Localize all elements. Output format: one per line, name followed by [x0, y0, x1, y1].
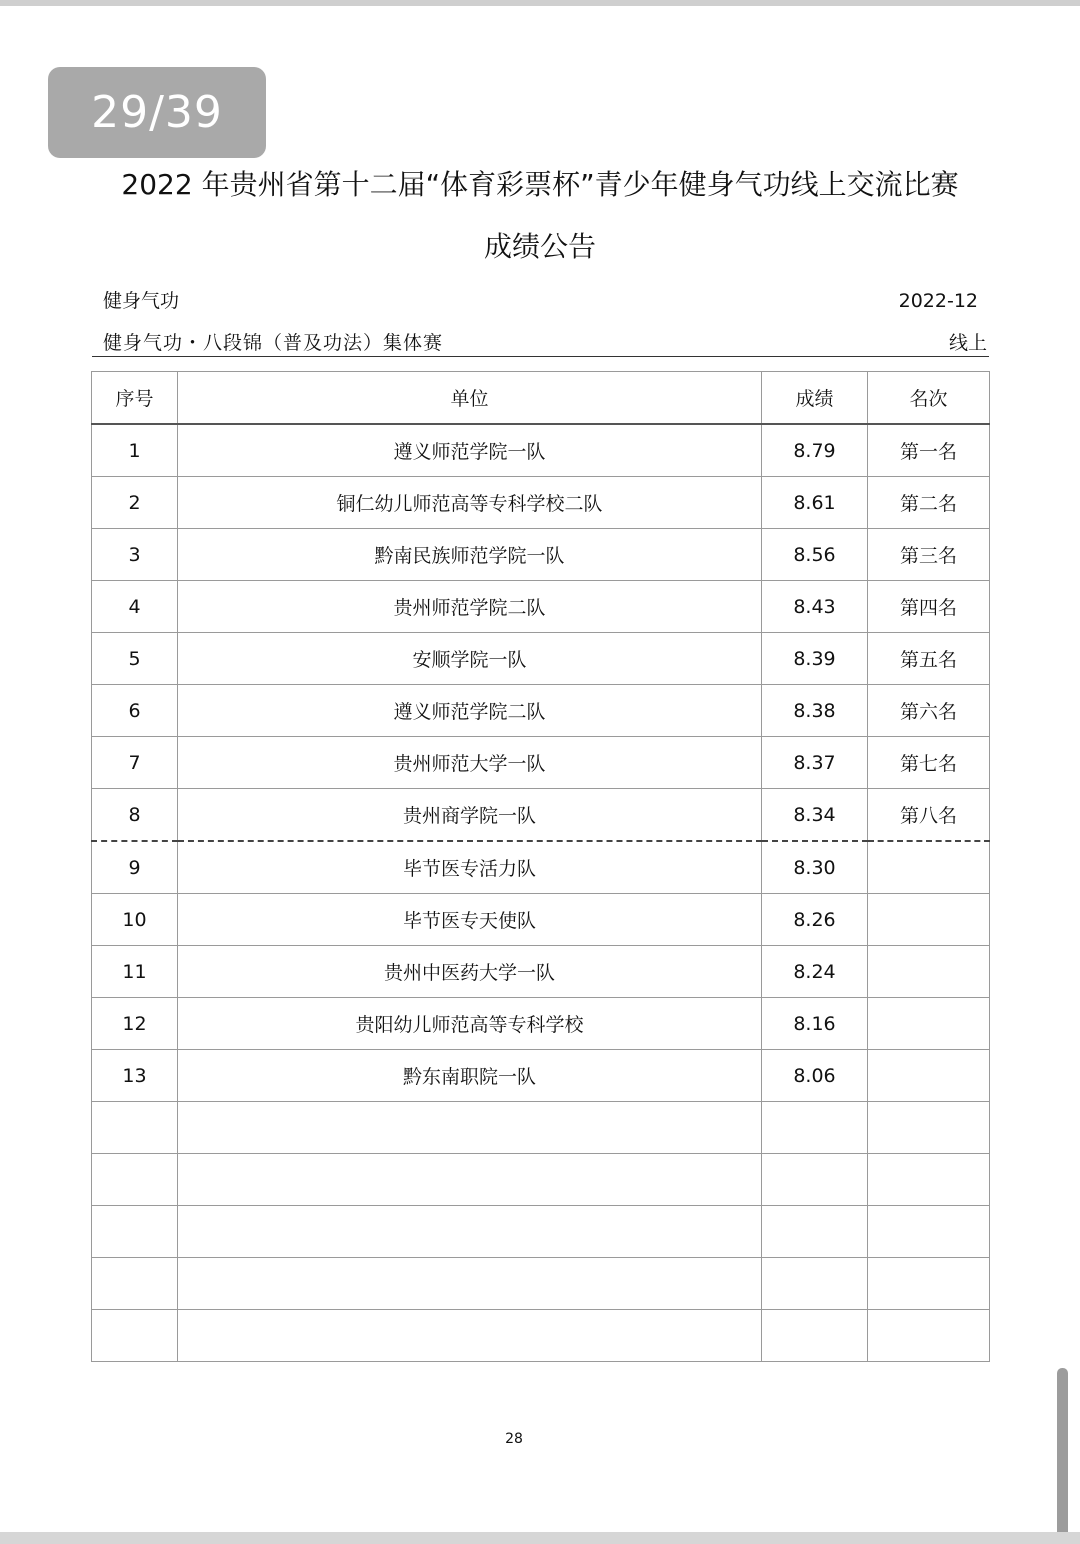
sport-label: 健身气功 [103, 290, 180, 312]
date-label: 2022-12 [898, 290, 978, 312]
cell-unit: 贵州中医药大学一队 [178, 946, 762, 998]
cell-unit: 毕节医专活力队 [178, 841, 762, 894]
header-score: 成绩 [762, 372, 868, 425]
cell-rank [868, 1206, 990, 1258]
cell-score: 8.39 [762, 633, 868, 685]
table-row [92, 1206, 990, 1258]
cell-unit: 铜仁幼儿师范高等专科学校二队 [178, 477, 762, 529]
cell-score: 8.24 [762, 946, 868, 998]
cell-no: 2 [92, 477, 178, 529]
cell-rank [868, 1050, 990, 1102]
cell-unit: 贵州师范学院二队 [178, 581, 762, 633]
table-row [92, 581, 990, 633]
venue-label: 线上 [948, 332, 987, 354]
header-no: 序号 [92, 372, 178, 425]
table-header-row [92, 372, 990, 425]
cell-score: 8.56 [762, 529, 868, 581]
cell-unit: 贵阳幼儿师范高等专科学校 [178, 998, 762, 1050]
cell-rank: 第六名 [868, 685, 990, 737]
cell-rank: 第七名 [868, 737, 990, 789]
cell-rank: 第四名 [868, 581, 990, 633]
table-row [92, 946, 990, 998]
event-label: 健身气功・八段锦（普及功法）集体赛 [103, 332, 444, 354]
cell-unit: 贵州师范大学一队 [178, 737, 762, 789]
cell-score: 8.26 [762, 894, 868, 946]
scrollbar-thumb[interactable] [1057, 1368, 1068, 1544]
cell-unit: 毕节医专天使队 [178, 894, 762, 946]
table-row [92, 998, 990, 1050]
table-row [92, 1310, 990, 1362]
cell-score: 8.16 [762, 998, 868, 1050]
document-title: 2022 年贵州省第十二届“体育彩票杯”青少年健身气功线上交流比赛 [121, 168, 959, 201]
table-row [92, 529, 990, 581]
page-number: 28 [505, 1431, 523, 1447]
cell-score [762, 1258, 868, 1310]
cell-no [92, 1154, 178, 1206]
cell-unit [178, 1102, 762, 1154]
cell-rank: 第一名 [868, 424, 990, 477]
cell-unit: 黔东南职院一队 [178, 1050, 762, 1102]
cell-score: 8.06 [762, 1050, 868, 1102]
table-row [92, 737, 990, 789]
cell-no [92, 1206, 178, 1258]
table-row [92, 685, 990, 737]
cell-no: 13 [92, 1050, 178, 1102]
cell-no: 9 [92, 841, 178, 894]
table-row [92, 841, 990, 894]
cell-no: 8 [92, 789, 178, 842]
table-row [92, 1102, 990, 1154]
cell-no: 6 [92, 685, 178, 737]
cell-score [762, 1206, 868, 1258]
table-row [92, 1258, 990, 1310]
cell-no: 5 [92, 633, 178, 685]
cell-unit: 黔南民族师范学院一队 [178, 529, 762, 581]
cell-no [92, 1258, 178, 1310]
cell-rank [868, 1154, 990, 1206]
cell-no: 11 [92, 946, 178, 998]
cell-no [92, 1102, 178, 1154]
cell-no: 4 [92, 581, 178, 633]
table-row [92, 633, 990, 685]
cell-unit [178, 1154, 762, 1206]
cell-unit [178, 1310, 762, 1362]
cell-no: 3 [92, 529, 178, 581]
cell-rank: 第八名 [868, 789, 990, 842]
cell-no: 12 [92, 998, 178, 1050]
cell-rank [868, 841, 990, 894]
table-row [92, 894, 990, 946]
cell-score [762, 1154, 868, 1206]
cell-no: 7 [92, 737, 178, 789]
header-rank: 名次 [868, 372, 990, 425]
header-unit: 单位 [178, 372, 762, 425]
cell-rank: 第二名 [868, 477, 990, 529]
cell-score: 8.43 [762, 581, 868, 633]
cell-unit: 遵义师范学院二队 [178, 685, 762, 737]
cell-no: 10 [92, 894, 178, 946]
cell-score: 8.61 [762, 477, 868, 529]
viewer-top-bar [0, 0, 1080, 6]
cell-score [762, 1102, 868, 1154]
cell-unit [178, 1258, 762, 1310]
results-table [91, 371, 990, 1362]
cell-score: 8.37 [762, 737, 868, 789]
cell-unit [178, 1206, 762, 1258]
cell-score: 8.38 [762, 685, 868, 737]
table-row [92, 477, 990, 529]
table-row [92, 789, 990, 842]
cell-rank [868, 894, 990, 946]
cell-rank [868, 1310, 990, 1362]
cell-no: 1 [92, 424, 178, 477]
page-indicator-badge [48, 67, 266, 158]
cell-rank [868, 998, 990, 1050]
table-row [92, 1050, 990, 1102]
document-subtitle: 成绩公告 [483, 230, 596, 263]
cell-rank [868, 946, 990, 998]
table-row [92, 1154, 990, 1206]
cell-score [762, 1310, 868, 1362]
cell-unit: 遵义师范学院一队 [178, 424, 762, 477]
cell-rank [868, 1258, 990, 1310]
cell-rank: 第五名 [868, 633, 990, 685]
cell-no [92, 1310, 178, 1362]
cell-score: 8.34 [762, 789, 868, 842]
cell-rank [868, 1102, 990, 1154]
table-row [92, 424, 990, 477]
cell-rank: 第三名 [868, 529, 990, 581]
viewer-bottom-bar [0, 1532, 1080, 1544]
page-indicator: 29/39 [91, 87, 223, 138]
header-divider [92, 356, 989, 357]
cell-unit: 安顺学院一队 [178, 633, 762, 685]
cell-score: 8.79 [762, 424, 868, 477]
cell-score: 8.30 [762, 841, 868, 894]
cell-unit: 贵州商学院一队 [178, 789, 762, 842]
